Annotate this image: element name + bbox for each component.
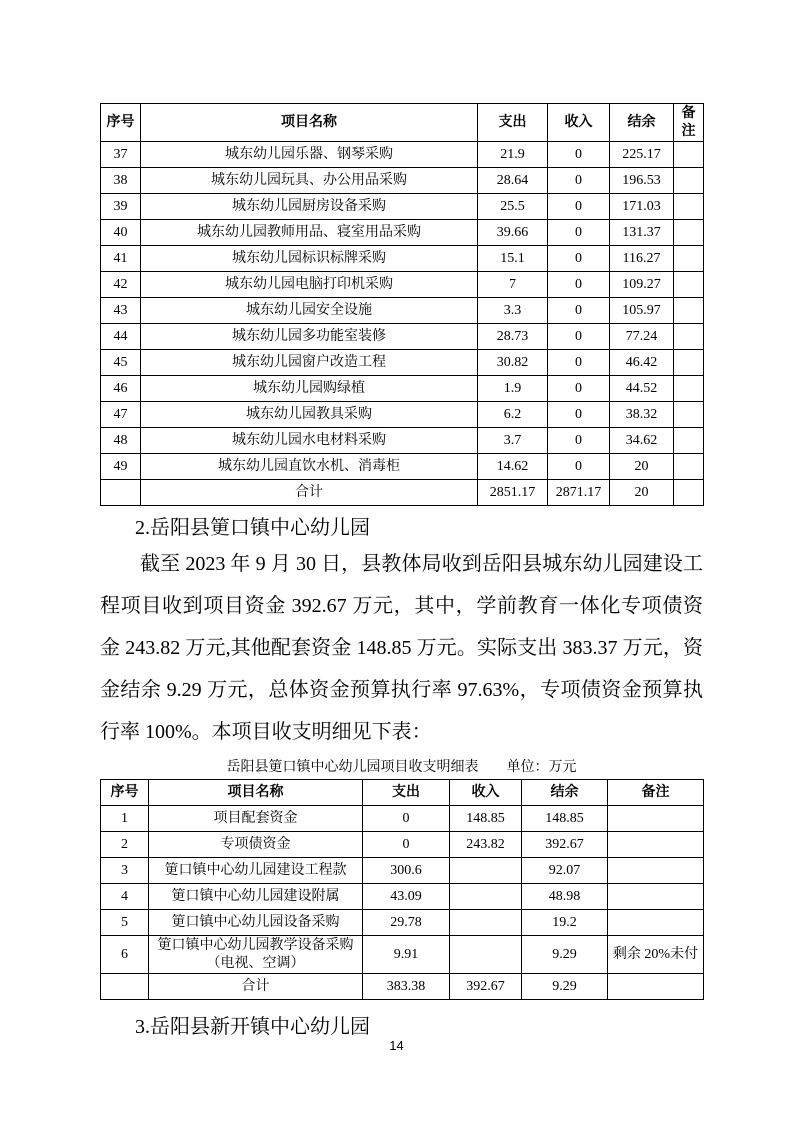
table-cell: 城东幼儿园窗户改造工程 [141, 350, 478, 376]
col-header-balance: 结余 [522, 780, 608, 806]
table-cell: 0 [548, 350, 610, 376]
table-row [101, 324, 704, 350]
table-cell: 29.78 [363, 910, 450, 936]
table-cell: 148.85 [450, 806, 522, 832]
table-cell: 15.1 [478, 246, 548, 272]
table-cell: 48.98 [522, 884, 608, 910]
table-cell: 城东幼儿园标识标牌采购 [141, 246, 478, 272]
col-header-income: 收入 [548, 104, 610, 142]
table-cell [608, 806, 704, 832]
col-header-income: 收入 [450, 780, 522, 806]
table-cell: 0 [548, 324, 610, 350]
table-row [101, 974, 704, 1000]
table-cell [674, 194, 704, 220]
table-row [101, 454, 704, 480]
table1-header-row [101, 104, 704, 142]
gangkou-kindergarten-expense-table [100, 779, 704, 1000]
table-cell [608, 910, 704, 936]
table-cell [674, 142, 704, 168]
table-cell: 城东幼儿园安全设施 [141, 298, 478, 324]
table-cell: 14.62 [478, 454, 548, 480]
table-cell: 城东幼儿园多功能室装修 [141, 324, 478, 350]
table-cell: 0 [548, 194, 610, 220]
col-header-remarks: 备注 [608, 780, 704, 806]
table-cell: 0 [548, 220, 610, 246]
table-cell [674, 220, 704, 246]
table-cell: 0 [548, 168, 610, 194]
table-cell: 专项债资金 [149, 832, 363, 858]
table-cell [674, 272, 704, 298]
table-row [101, 806, 704, 832]
table-row [101, 402, 704, 428]
table-cell [674, 298, 704, 324]
col-header-remarks: 备注 [674, 104, 704, 142]
table2-caption [100, 759, 703, 776]
table-cell: 0 [548, 246, 610, 272]
table-cell: 30.82 [478, 350, 548, 376]
col-header-balance: 结余 [610, 104, 674, 142]
table-cell: 6.2 [478, 402, 548, 428]
table2-caption-title: 岳阳县筻口镇中心幼儿园项目收支明细表 [226, 760, 479, 775]
table-row [101, 428, 704, 454]
table-cell [450, 884, 522, 910]
col-header-index: 序号 [101, 104, 141, 142]
table-cell: 3.7 [478, 428, 548, 454]
table-cell [674, 376, 704, 402]
table-cell: 392.67 [450, 974, 522, 1000]
table-cell: 171.03 [610, 194, 674, 220]
table-cell: 城东幼儿园教具采购 [141, 402, 478, 428]
table-cell: 合计 [141, 480, 478, 506]
table-cell [674, 428, 704, 454]
table-cell: 2851.17 [478, 480, 548, 506]
table2-body [101, 806, 704, 1000]
table-row [101, 910, 704, 936]
table-cell [674, 454, 704, 480]
table-cell [101, 480, 141, 506]
table-cell: 43 [101, 298, 141, 324]
table-row [101, 272, 704, 298]
table-cell: 41 [101, 246, 141, 272]
table-cell [101, 974, 149, 1000]
table-cell: 0 [548, 298, 610, 324]
table-row [101, 858, 704, 884]
table-cell: 25.5 [478, 194, 548, 220]
table-cell: 92.07 [522, 858, 608, 884]
table-cell: 225.17 [610, 142, 674, 168]
col-header-expenditure: 支出 [363, 780, 450, 806]
table-cell: 9.91 [363, 936, 450, 974]
table-cell: 筻口镇中心幼儿园建设附属 [149, 884, 363, 910]
table-cell: 筻口镇中心幼儿园教学设备采购（电视、空调） [149, 936, 363, 974]
table-cell [674, 246, 704, 272]
section-2-heading: 2.岳阳县筻口镇中心幼儿园 [135, 517, 370, 539]
table-cell [608, 974, 704, 1000]
table-cell [608, 858, 704, 884]
table-cell: 42 [101, 272, 141, 298]
table-cell: 2871.17 [548, 480, 610, 506]
table-cell: 0 [548, 454, 610, 480]
table-cell: 28.73 [478, 324, 548, 350]
table-cell: 城东幼儿园乐器、钢琴采购 [141, 142, 478, 168]
section-2-paragraph: 截至 2023 年 9 月 30 日，县教体局收到岳阳县城东幼儿园建设工程项目收到项目资金 392.67 万元，其中，学前教育一体化专项债资金 243.82 万元,其他配套资金 148.85 万元。实际支出 383.37 万元，资金结余 9.29 万元，总体资金预算执行率 97.63%，专项债资金预算执行率 100%。本项目收支明细见下表： [100, 553, 703, 743]
table-cell [674, 402, 704, 428]
table-cell: 44.52 [610, 376, 674, 402]
table-cell: 1.9 [478, 376, 548, 402]
table-cell: 20 [610, 454, 674, 480]
table-cell: 城东幼儿园厨房设备采购 [141, 194, 478, 220]
table-cell: 300.6 [363, 858, 450, 884]
col-header-project-name: 项目名称 [149, 780, 363, 806]
table2-header-row [101, 780, 704, 806]
table-cell: 9.29 [522, 936, 608, 974]
document-content [100, 103, 703, 1040]
table-cell: 131.37 [610, 220, 674, 246]
table-cell: 城东幼儿园教师用品、寝室用品采购 [141, 220, 478, 246]
table-cell [450, 910, 522, 936]
section-3-heading: 3.岳阳县新开镇中心幼儿园 [135, 1016, 370, 1038]
table-cell: 城东幼儿园直饮水机、消毒柜 [141, 454, 478, 480]
table-cell: 105.97 [610, 298, 674, 324]
table-cell: 40 [101, 220, 141, 246]
table-row [101, 832, 704, 858]
page-number: 14 [389, 1038, 404, 1053]
table-cell: 城东幼儿园水电材料采购 [141, 428, 478, 454]
table-cell [450, 936, 522, 974]
table-row [101, 168, 704, 194]
table-cell: 392.67 [522, 832, 608, 858]
col-header-expenditure: 支出 [478, 104, 548, 142]
table-cell: 2 [101, 832, 149, 858]
table-cell: 20 [610, 480, 674, 506]
table-cell: 5 [101, 910, 149, 936]
table-cell: 383.38 [363, 974, 450, 1000]
table-cell: 37 [101, 142, 141, 168]
table-cell: 0 [548, 272, 610, 298]
table-cell: 城东幼儿园电脑打印机采购 [141, 272, 478, 298]
table-row [101, 298, 704, 324]
table-cell: 116.27 [610, 246, 674, 272]
table-cell: 47 [101, 402, 141, 428]
table-row [101, 350, 704, 376]
table-row [101, 936, 704, 974]
table-row [101, 246, 704, 272]
table-cell: 城东幼儿园购绿植 [141, 376, 478, 402]
table-cell: 44 [101, 324, 141, 350]
table-cell: 38 [101, 168, 141, 194]
table-cell: 34.62 [610, 428, 674, 454]
table-cell: 9.29 [522, 974, 608, 1000]
table-cell: 剩余 20%未付 [608, 936, 704, 974]
table-cell: 0 [548, 376, 610, 402]
table-cell: 6 [101, 936, 149, 974]
chengdong-kindergarten-expense-table [100, 103, 704, 506]
table-cell: 筻口镇中心幼儿园设备采购 [149, 910, 363, 936]
table-cell: 项目配套资金 [149, 806, 363, 832]
table-cell: 43.09 [363, 884, 450, 910]
table-cell: 39.66 [478, 220, 548, 246]
table-cell: 46.42 [610, 350, 674, 376]
table-cell: 109.27 [610, 272, 674, 298]
table-cell: 28.64 [478, 168, 548, 194]
table-cell: 0 [363, 832, 450, 858]
table-cell: 19.2 [522, 910, 608, 936]
table1-body [101, 142, 704, 506]
table-cell: 4 [101, 884, 149, 910]
table-cell: 1 [101, 806, 149, 832]
table-cell: 21.9 [478, 142, 548, 168]
table-cell: 3.3 [478, 298, 548, 324]
table-cell: 39 [101, 194, 141, 220]
table-cell [608, 884, 704, 910]
table-cell: 0 [548, 402, 610, 428]
col-header-index: 序号 [101, 780, 149, 806]
table-cell: 合计 [149, 974, 363, 1000]
table-row [101, 220, 704, 246]
table2-unit-label: 单位：万元 [506, 760, 577, 775]
table-cell [674, 168, 704, 194]
table-cell: 148.85 [522, 806, 608, 832]
table-row [101, 194, 704, 220]
table-cell: 243.82 [450, 832, 522, 858]
table-row [101, 142, 704, 168]
table-cell: 0 [548, 142, 610, 168]
table-cell: 筻口镇中心幼儿园建设工程款 [149, 858, 363, 884]
table-row [101, 884, 704, 910]
table-cell: 7 [478, 272, 548, 298]
table-cell: 38.32 [610, 402, 674, 428]
table-cell: 0 [548, 428, 610, 454]
table-cell [450, 858, 522, 884]
table-cell: 城东幼儿园玩具、办公用品采购 [141, 168, 478, 194]
table-cell: 196.53 [610, 168, 674, 194]
table-cell: 46 [101, 376, 141, 402]
table-cell [674, 480, 704, 506]
table-cell: 77.24 [610, 324, 674, 350]
col-header-project-name: 项目名称 [141, 104, 478, 142]
table-row [101, 480, 704, 506]
table-row [101, 376, 704, 402]
table-cell [674, 324, 704, 350]
table-header-row [101, 104, 704, 142]
table-cell: 48 [101, 428, 141, 454]
table-cell [608, 832, 704, 858]
table-cell [674, 350, 704, 376]
table-cell: 0 [363, 806, 450, 832]
table-cell: 49 [101, 454, 141, 480]
table-cell: 3 [101, 858, 149, 884]
table-cell: 45 [101, 350, 141, 376]
table-header-row [101, 780, 704, 806]
